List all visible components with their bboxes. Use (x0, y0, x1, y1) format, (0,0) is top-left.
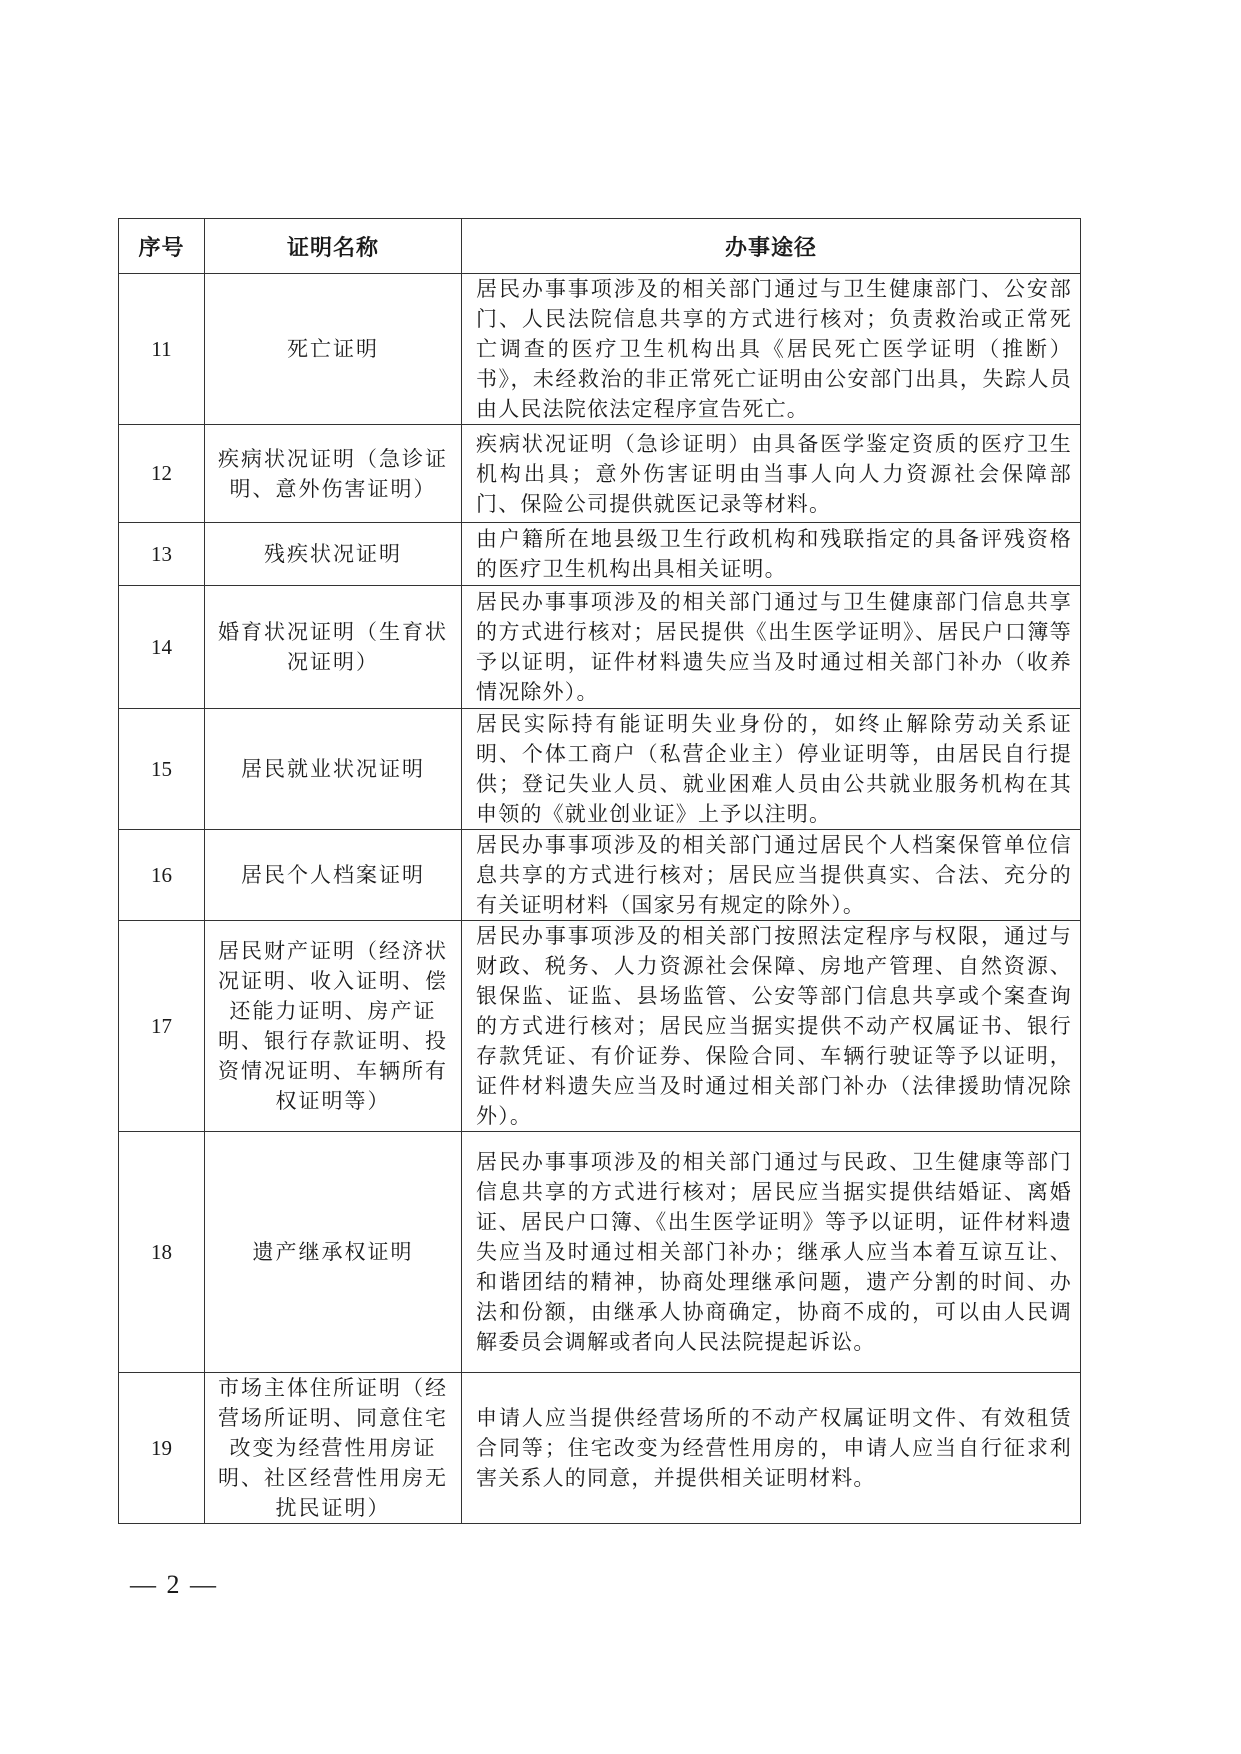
table-row (119, 830, 1081, 921)
certificate-name: 居民财产证明（经济状况证明、收入证明、偿还能力证明、房产证明、银行存款证明、投资情况证明、车辆所有权证明等） (205, 921, 462, 1132)
table-row (119, 586, 1081, 709)
table-row (119, 1373, 1081, 1524)
certificate-name: 残疾状况证明 (205, 523, 462, 586)
row-number: 14 (119, 586, 205, 709)
handling-path: 居民办事事项涉及的相关部门通过居民个人档案保管单位信息共享的方式进行核对；居民应当提供真实、合法、充分的有关证明材料（国家另有规定的除外）。 (462, 830, 1081, 921)
certificate-name: 居民个人档案证明 (205, 830, 462, 921)
row-number: 18 (119, 1132, 205, 1373)
row-number: 19 (119, 1373, 205, 1524)
certificate-name: 市场主体住所证明（经营场所证明、同意住宅改变为经营性用房证明、社区经营性用房无扰民证明） (205, 1373, 462, 1524)
table-row (119, 921, 1081, 1132)
table-row (119, 709, 1081, 830)
row-number: 11 (119, 274, 205, 425)
certificate-name: 死亡证明 (205, 274, 462, 425)
row-number: 13 (119, 523, 205, 586)
row-number: 17 (119, 921, 205, 1132)
handling-path: 居民办事事项涉及的相关部门按照法定程序与权限，通过与财政、税务、人力资源社会保障、房地产管理、自然资源、银保监、证监、县场监管、公安等部门信息共享或个案查询的方式进行核对；居民应当据实提供不动产权属证书、银行存款凭证、有价证券、保险合同、车辆行驶证等予以证明，证件材料遗失应当及时通过相关部门补办（法律援助情况除外）。 (462, 921, 1081, 1132)
handling-path: 由户籍所在地县级卫生行政机构和残联指定的具备评残资格的医疗卫生机构出具相关证明。 (462, 523, 1081, 586)
handling-path: 居民办事事项涉及的相关部门通过与卫生健康部门信息共享的方式进行核对；居民提供《出生医学证明》、居民户口簿等予以证明，证件材料遗失应当及时通过相关部门补办（收养情况除外）。 (462, 586, 1081, 709)
handling-path: 居民实际持有能证明失业身份的，如终止解除劳动关系证明、个体工商户（私营企业主）停业证明等，由居民自行提供；登记失业人员、就业困难人员由公共就业服务机构在其申领的《就业创业证》上予以注明。 (462, 709, 1081, 830)
table-row (119, 274, 1081, 425)
certificate-name: 婚育状况证明（生育状况证明） (205, 586, 462, 709)
table-header-row (119, 219, 1081, 274)
certificate-table (118, 218, 1081, 1524)
certificate-name: 遗产继承权证明 (205, 1132, 462, 1373)
handling-path: 申请人应当提供经营场所的不动产权属证明文件、有效租赁合同等；住宅改变为经营性用房的，申请人应当自行征求利害关系人的同意，并提供相关证明材料。 (462, 1373, 1081, 1524)
handling-path: 疾病状况证明（急诊证明）由具备医学鉴定资质的医疗卫生机构出具；意外伤害证明由当事人向人力资源社会保障部门、保险公司提供就医记录等材料。 (462, 425, 1081, 523)
certificate-name: 居民就业状况证明 (205, 709, 462, 830)
page-number: — 2 — (130, 1570, 218, 1599)
handling-path: 居民办事事项涉及的相关部门通过与民政、卫生健康等部门信息共享的方式进行核对；居民应当据实提供结婚证、离婚证、居民户口簿、《出生医学证明》等予以证明，证件材料遗失应当及时通过相关部门补办；继承人应当本着互谅互让、和谐团结的精神，协商处理继承问题，遗产分割的时间、办法和份额，由继承人协商确定，协商不成的，可以由人民调解委员会调解或者向人民法院提起诉讼。 (462, 1132, 1081, 1373)
table-row (119, 425, 1081, 523)
header-certificate-name: 证明名称 (205, 219, 462, 274)
row-number: 16 (119, 830, 205, 921)
table-row (119, 1132, 1081, 1373)
handling-path: 居民办事事项涉及的相关部门通过与卫生健康部门、公安部门、人民法院信息共享的方式进行核对；负责救治或正常死亡调查的医疗卫生机构出具《居民死亡医学证明（推断）书》，未经救治的非正常死亡证明由公安部门出具，失踪人员由人民法院依法定程序宣告死亡。 (462, 274, 1081, 425)
row-number: 12 (119, 425, 205, 523)
row-number: 15 (119, 709, 205, 830)
table-row (119, 523, 1081, 586)
header-handling-path: 办事途径 (462, 219, 1081, 274)
header-serial-number: 序号 (119, 219, 205, 274)
certificate-name: 疾病状况证明（急诊证明、意外伤害证明） (205, 425, 462, 523)
